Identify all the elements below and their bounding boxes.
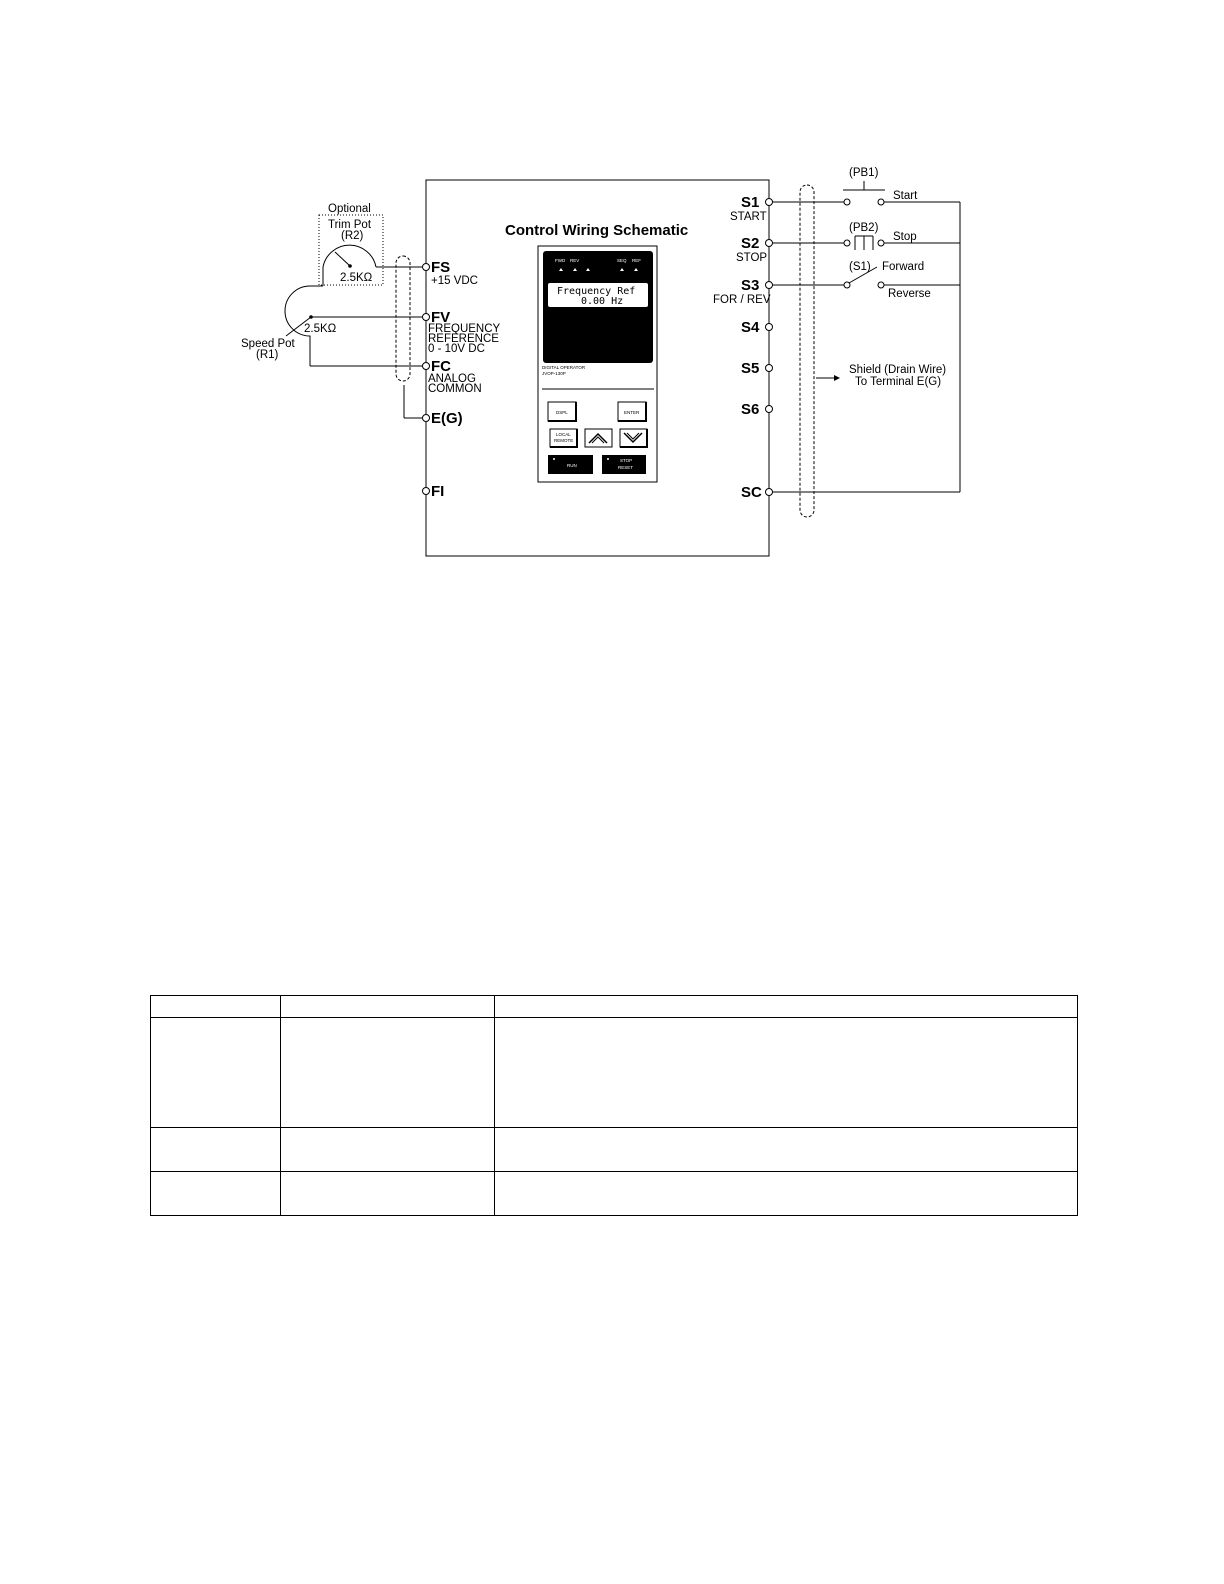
speed-pot-name: Speed Pot <box>241 338 295 350</box>
terminal-fv-desc-3: 0 - 10V DC <box>428 343 485 355</box>
table-cell <box>495 1172 1078 1216</box>
local-remote-button[interactable] <box>550 429 577 447</box>
s1-switch-reverse: Reverse <box>888 288 931 300</box>
pb2-ref: (PB2) <box>849 222 879 234</box>
table-cell <box>151 1128 281 1172</box>
down-arrow-button[interactable] <box>620 429 647 447</box>
dspl-button[interactable] <box>548 402 576 421</box>
s1-switch-ref: (S1) <box>849 261 871 273</box>
run-button[interactable] <box>548 455 593 474</box>
terminal-s3-desc: FOR / REV <box>713 294 771 306</box>
trim-pot-value: 2.5KΩ <box>340 272 373 284</box>
terminal-s1-label: S1 <box>741 194 760 211</box>
speed-pot <box>241 286 337 366</box>
trim-pot-name: Trim Pot <box>328 219 372 231</box>
operator-model-2: JVOP-130P <box>542 371 566 376</box>
table-cell <box>281 1018 495 1128</box>
shield-left <box>396 256 410 381</box>
s1-switch-forward: Forward <box>882 261 925 273</box>
terminal-sc-label: SC <box>741 484 762 501</box>
led-ref: REF <box>632 258 641 263</box>
terminal-fc-desc-1: ANALOG <box>428 373 476 385</box>
terminal-fi-label: FI <box>431 483 445 500</box>
trim-pot-ref: (R2) <box>341 230 364 242</box>
trim-pot-optional: Optional <box>328 203 371 215</box>
terminal-fc-label: FC <box>431 358 451 375</box>
terminal-eg-circle <box>423 415 430 422</box>
enter-button[interactable] <box>618 402 646 421</box>
lcd-line-2: 0.00 Hz <box>581 296 624 307</box>
svg-text:DSPL: DSPL <box>556 410 568 415</box>
terminal-fc-desc-2: COMMON <box>428 383 482 395</box>
svg-text:REMOTE: REMOTE <box>554 438 574 443</box>
operator-model-1: DIGITAL OPERATOR <box>542 365 586 370</box>
terminal-s6-label: S6 <box>741 401 760 418</box>
terminal-fv-circle <box>423 314 430 321</box>
svg-text:ENTER: ENTER <box>624 410 640 415</box>
up-arrow-button[interactable] <box>585 429 612 447</box>
terminal-s2-desc: STOP <box>736 252 768 264</box>
table-cell <box>495 1128 1078 1172</box>
terminal-eg-label: E(G) <box>431 410 463 427</box>
right-wiring <box>773 167 960 517</box>
pb2-label: Stop <box>893 231 917 243</box>
terminal-fs-circle <box>423 264 430 271</box>
svg-text:LOCAL: LOCAL <box>556 432 571 437</box>
table-header-row <box>151 996 1078 1018</box>
terminal-s3-label: S3 <box>741 277 760 294</box>
stop-reset-button[interactable] <box>602 455 646 474</box>
lcd-line-1: Frequency Ref <box>557 286 636 297</box>
trim-pot <box>319 203 383 286</box>
terminal-fv-desc-2: REFERENCE <box>428 333 499 345</box>
terminal-s5-label: S5 <box>741 360 760 377</box>
pb1-ref: (PB1) <box>849 167 879 179</box>
terminal-s2-label: S2 <box>741 235 760 252</box>
terminal-s4-label: S4 <box>741 319 760 336</box>
svg-text:STOP: STOP <box>620 458 633 463</box>
table-cell <box>151 996 281 1018</box>
terminal-s1-desc: START <box>730 211 767 223</box>
shield-note-1: Shield (Drain Wire) <box>849 364 947 376</box>
led-rev: REV <box>570 258 580 263</box>
led-fwd: FWD <box>555 258 566 263</box>
table-row <box>151 1172 1078 1216</box>
right-terminals <box>713 194 773 501</box>
table-row <box>151 1018 1078 1128</box>
speed-pot-value: 2.5KΩ <box>304 323 337 335</box>
table-cell <box>281 1172 495 1216</box>
terminal-fs-desc: +15 VDC <box>431 275 478 287</box>
table-cell <box>281 1128 495 1172</box>
terminal-fi-circle <box>423 488 430 495</box>
left-terminals <box>423 259 501 500</box>
digital-operator <box>538 246 657 482</box>
terminal-fs-label: FS <box>431 259 451 276</box>
pb1-label: Start <box>893 190 918 202</box>
terminal-fv-desc-1: FREQUENCY <box>428 323 501 335</box>
table-row <box>151 1128 1078 1172</box>
table-cell <box>495 996 1078 1018</box>
table-cell <box>151 1018 281 1128</box>
shield-note-2: To Terminal E(G) <box>855 376 942 388</box>
table-cell <box>495 1018 1078 1128</box>
terminal-fv-label: FV <box>431 309 451 326</box>
shield-right <box>800 185 814 517</box>
schematic-title: Control Wiring Schematic <box>505 222 689 239</box>
led-seq: SEQ <box>617 258 627 263</box>
svg-text:RUN: RUN <box>567 463 577 468</box>
table-cell <box>151 1172 281 1216</box>
speed-pot-ref: (R1) <box>256 349 279 361</box>
table-cell <box>281 996 495 1018</box>
terminal-fc-circle <box>423 363 430 370</box>
svg-text:RESET: RESET <box>618 465 634 470</box>
terminal-spec-table <box>150 995 1078 1216</box>
